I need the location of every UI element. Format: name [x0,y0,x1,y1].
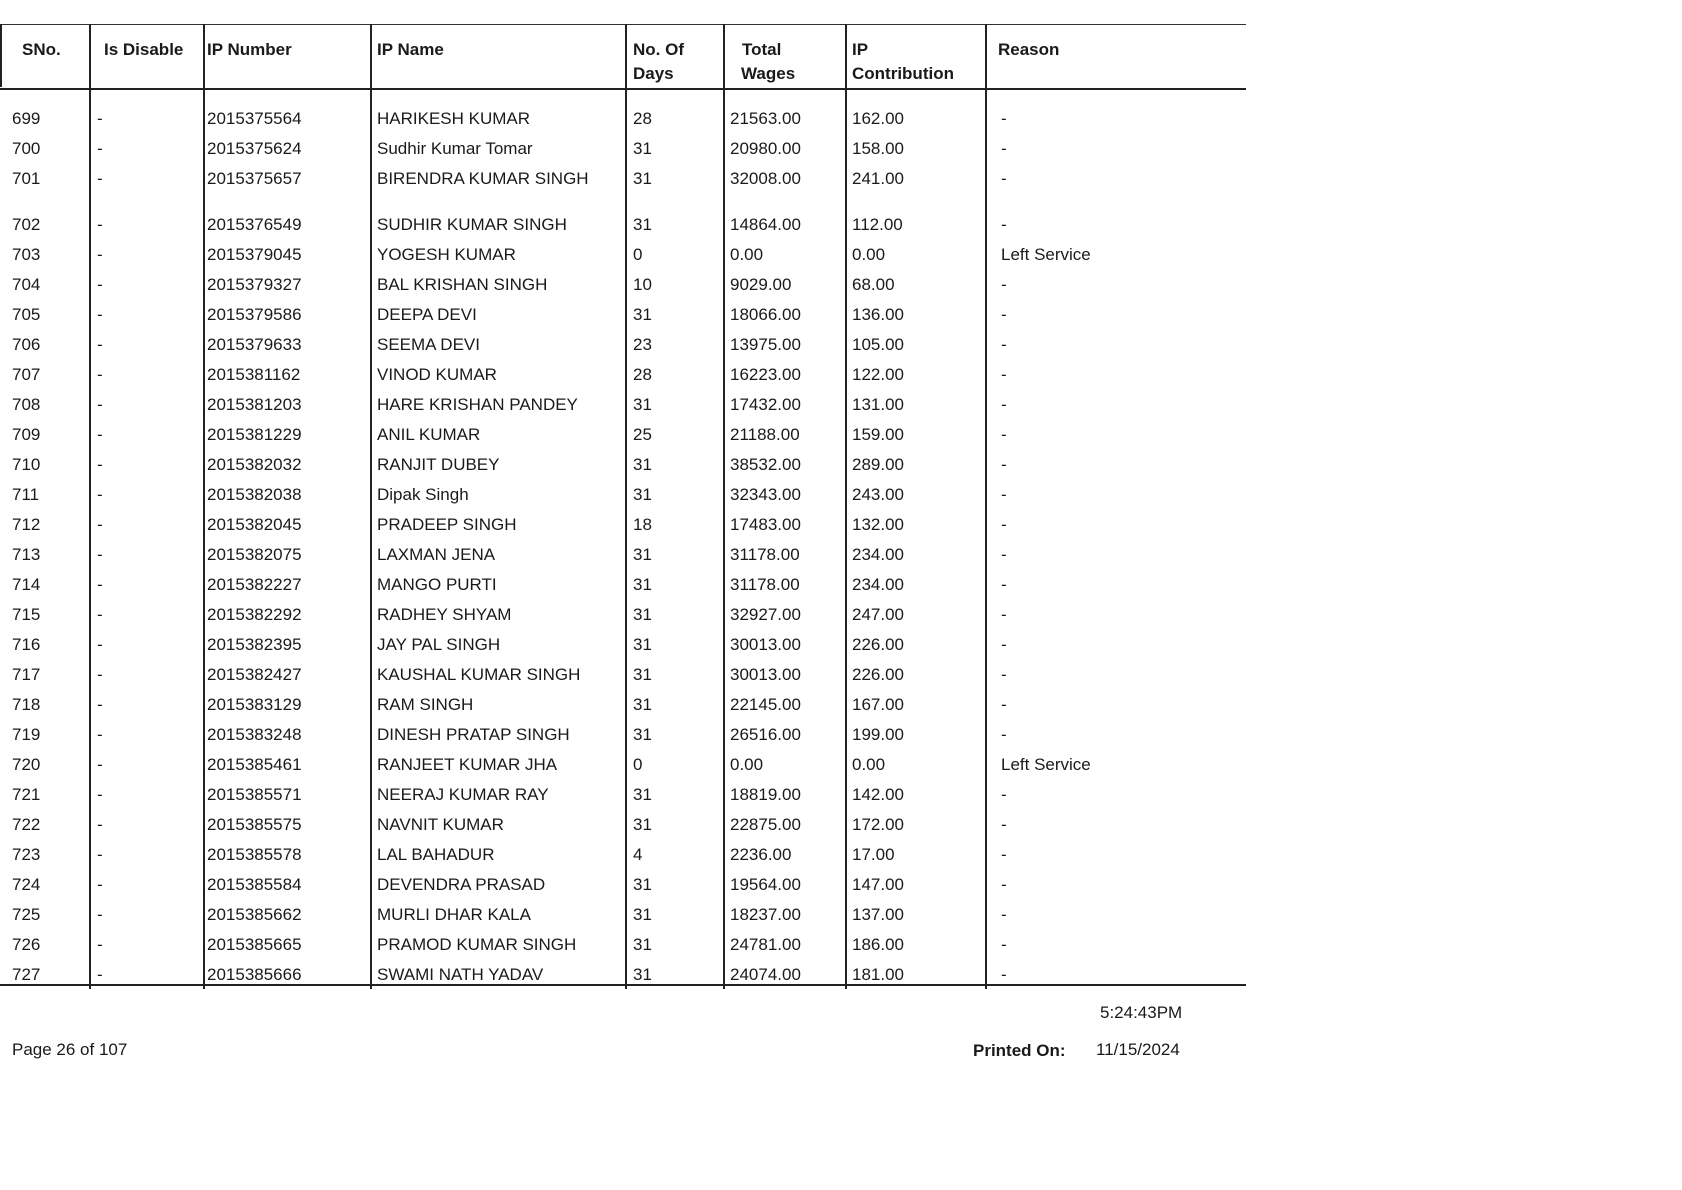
cell-total-wages: 31178.00 [730,545,800,564]
cell-reason: - [1001,395,1007,414]
table-row [0,814,1246,844]
cell-days: 31 [633,215,652,234]
cell-days: 31 [633,575,652,594]
cell-total-wages: 22875.00 [730,815,801,834]
cell-ip-number: 2015382045 [207,515,302,534]
table-row [0,904,1246,934]
cell-is-disable: - [97,845,103,864]
cell-ip-number: 2015379327 [207,275,302,294]
cell-total-wages: 30013.00 [730,665,801,684]
cell-ip-number: 2015385665 [207,935,302,954]
cell-total-wages: 22145.00 [730,695,801,714]
header-sno: SNo. [22,40,61,59]
cell-contribution: 289.00 [852,455,904,474]
cell-total-wages: 32927.00 [730,605,801,624]
header-ip-name: IP Name [377,40,444,59]
table-row [0,754,1246,784]
cell-is-disable: - [97,785,103,804]
header-is-disable: Is Disable [104,40,184,59]
cell-reason: - [1001,215,1007,234]
cell-total-wages: 14864.00 [730,215,801,234]
cell-sno: 712 [12,515,41,534]
cell-sno: 704 [12,275,41,294]
table-row [0,544,1246,574]
cell-reason: - [1001,845,1007,864]
table-row [0,484,1246,514]
cell-reason: - [1001,365,1007,384]
cell-ip-name: HARIKESH KUMAR [377,109,531,128]
cell-is-disable: - [97,515,103,534]
printed-on-date: 11/15/2024 [1096,1040,1180,1059]
print-time: 5:24:43PM [1100,1003,1183,1022]
cell-reason: - [1001,335,1007,354]
cell-days: 28 [633,365,652,384]
cell-is-disable: - [97,755,103,774]
cell-is-disable: - [97,815,103,834]
cell-reason: - [1001,485,1007,504]
cell-total-wages: 17483.00 [730,515,801,534]
cell-ip-number: 2015383129 [207,695,302,714]
cell-ip-name: RANJEET KUMAR JHA [377,755,558,774]
header-reason: Reason [998,40,1060,59]
cell-sno: 721 [12,785,41,804]
cell-ip-name: HARE KRISHAN PANDEY [377,395,578,414]
cell-contribution: 147.00 [852,875,904,894]
cell-ip-name: SUDHIR KUMAR SINGH [377,215,567,234]
table-row [0,214,1246,244]
cell-contribution: 0.00 [852,245,886,264]
cell-ip-name: KAUSHAL KUMAR SINGH [377,665,581,684]
cell-ip-name: LAL BAHADUR [377,845,495,864]
cell-reason: Left Service [1001,755,1091,774]
header-wages-line1: Total [742,40,782,59]
cell-ip-number: 2015385571 [207,785,302,804]
cell-reason: - [1001,965,1007,984]
cell-days: 0 [633,755,643,774]
cell-is-disable: - [97,425,103,444]
table-row [0,574,1246,604]
printed-on-label: Printed On: [973,1041,1066,1060]
cell-contribution: 136.00 [852,305,904,324]
cell-days: 31 [633,635,652,654]
cell-total-wages: 16223.00 [730,365,801,384]
cell-days: 31 [633,545,652,564]
header-contribution [852,38,954,86]
cell-reason: - [1001,305,1007,324]
table-row [0,784,1246,814]
cell-reason: - [1001,169,1007,188]
cell-total-wages: 19564.00 [730,875,801,894]
cell-ip-number: 2015382032 [207,455,302,474]
cell-total-wages: 31178.00 [730,575,800,594]
page-number: Page 26 of 107 [12,1040,128,1059]
cell-is-disable: - [97,935,103,954]
cell-sno: 700 [12,139,41,158]
cell-days: 31 [633,605,652,624]
cell-days: 0 [633,245,643,264]
cell-ip-number: 2015376549 [207,215,302,234]
cell-contribution: 162.00 [852,109,904,128]
cell-days: 31 [633,965,652,984]
cell-ip-number: 2015382075 [207,545,302,564]
cell-total-wages: 26516.00 [730,725,801,744]
cell-ip-name: VINOD KUMAR [377,365,497,384]
cell-total-wages: 32008.00 [730,169,801,188]
cell-contribution: 137.00 [852,905,904,924]
table-row [0,934,1246,964]
cell-contribution: 131.00 [852,395,904,414]
cell-reason: - [1001,139,1007,158]
cell-ip-number: 2015375624 [207,139,302,158]
cell-contribution: 158.00 [852,139,904,158]
cell-ip-name: DINESH PRATAP SINGH [377,725,570,744]
cell-total-wages: 21188.00 [730,425,800,444]
cell-reason: - [1001,695,1007,714]
cell-days: 31 [633,665,652,684]
table-row [0,394,1246,424]
cell-ip-name: Dipak Singh [377,485,469,504]
cell-total-wages: 17432.00 [730,395,801,414]
cell-days: 31 [633,305,652,324]
cell-is-disable: - [97,169,103,188]
cell-total-wages: 20980.00 [730,139,801,158]
cell-ip-name: ANIL KUMAR [377,425,481,444]
header-days-line1: No. Of [633,40,684,59]
cell-days: 31 [633,695,652,714]
cell-sno: 715 [12,605,41,624]
cell-is-disable: - [97,109,103,128]
cell-ip-number: 2015385662 [207,905,302,924]
table-row [0,604,1246,634]
cell-sno: 726 [12,935,41,954]
cell-reason: - [1001,605,1007,624]
cell-is-disable: - [97,215,103,234]
cell-reason: - [1001,875,1007,894]
cell-ip-number: 2015385666 [207,965,302,984]
cell-reason: - [1001,515,1007,534]
cell-reason: - [1001,635,1007,654]
cell-sno: 719 [12,725,41,744]
cell-ip-number: 2015382427 [207,665,302,684]
table-bottom-border [0,984,1246,986]
cell-days: 31 [633,935,652,954]
cell-total-wages: 13975.00 [730,335,801,354]
cell-sno: 718 [12,695,41,714]
header-days-line2: Days [633,64,674,83]
cell-contribution: 142.00 [852,785,904,804]
cell-days: 31 [633,815,652,834]
cell-is-disable: - [97,275,103,294]
cell-ip-number: 2015382395 [207,635,302,654]
cell-sno: 713 [12,545,41,564]
cell-contribution: 186.00 [852,935,904,954]
cell-reason: - [1001,785,1007,804]
cell-reason: - [1001,725,1007,744]
cell-sno: 722 [12,815,41,834]
cell-is-disable: - [97,139,103,158]
cell-ip-name: BAL KRISHAN SINGH [377,275,548,294]
cell-days: 10 [633,275,652,294]
cell-days: 31 [633,875,652,894]
cell-sno: 720 [12,755,41,774]
cell-ip-number: 2015382292 [207,605,302,624]
cell-is-disable: - [97,695,103,714]
cell-contribution: 105.00 [852,335,904,354]
cell-total-wages: 9029.00 [730,275,792,294]
cell-total-wages: 21563.00 [730,109,801,128]
cell-total-wages: 24074.00 [730,965,801,984]
cell-contribution: 122.00 [852,365,904,384]
cell-days: 31 [633,785,652,804]
cell-total-wages: 32343.00 [730,485,801,504]
cell-ip-name: PRADEEP SINGH [377,515,517,534]
cell-days: 28 [633,109,652,128]
cell-sno: 723 [12,845,41,864]
cell-contribution: 167.00 [852,695,904,714]
cell-reason: - [1001,935,1007,954]
cell-days: 31 [633,395,652,414]
cell-ip-number: 2015381162 [207,365,301,384]
cell-contribution: 181.00 [852,965,904,984]
cell-reason: - [1001,575,1007,594]
cell-ip-name: RAM SINGH [377,695,474,714]
table-row [0,364,1246,394]
cell-ip-number: 2015381229 [207,425,302,444]
cell-reason: - [1001,275,1007,294]
cell-ip-name: DEEPA DEVI [377,305,477,324]
cell-contribution: 234.00 [852,575,904,594]
cell-total-wages: 0.00 [730,245,764,264]
cell-is-disable: - [97,725,103,744]
cell-ip-name: BIRENDRA KUMAR SINGH [377,169,589,188]
column-divider [0,24,2,87]
cell-contribution: 68.00 [852,275,895,294]
cell-ip-name: YOGESH KUMAR [377,245,516,264]
table-row [0,514,1246,544]
cell-sno: 705 [12,305,41,324]
table-row [0,244,1246,274]
cell-days: 4 [633,845,643,864]
cell-sno: 699 [12,109,41,128]
table-row [0,634,1246,664]
cell-ip-name: LAXMAN JENA [377,545,496,564]
cell-reason: - [1001,425,1007,444]
table-row [0,168,1246,198]
cell-days: 31 [633,905,652,924]
cell-days: 31 [633,169,652,188]
cell-contribution: 172.00 [852,815,904,834]
cell-days: 31 [633,485,652,504]
cell-sno: 725 [12,905,41,924]
cell-reason: Left Service [1001,245,1091,264]
cell-sno: 716 [12,635,41,654]
cell-total-wages: 30013.00 [730,635,801,654]
cell-sno: 714 [12,575,41,594]
cell-reason: - [1001,905,1007,924]
cell-is-disable: - [97,335,103,354]
cell-is-disable: - [97,245,103,264]
cell-sno: 708 [12,395,41,414]
cell-ip-name: SWAMI NATH YADAV [377,965,544,984]
cell-ip-number: 2015375657 [207,169,302,188]
cell-ip-number: 2015379586 [207,305,302,324]
cell-total-wages: 2236.00 [730,845,792,864]
cell-is-disable: - [97,455,103,474]
cell-is-disable: - [97,395,103,414]
cell-sno: 717 [12,665,41,684]
cell-contribution: 112.00 [852,215,903,234]
cell-total-wages: 18237.00 [730,905,801,924]
cell-is-disable: - [97,575,103,594]
cell-ip-name: JAY PAL SINGH [377,635,501,654]
cell-ip-name: MURLI DHAR KALA [377,905,531,924]
cell-ip-name: MANGO PURTI [377,575,497,594]
table-row [0,964,1246,994]
cell-days: 18 [633,515,652,534]
cell-is-disable: - [97,485,103,504]
cell-total-wages: 24781.00 [730,935,801,954]
cell-ip-number: 2015375564 [207,109,302,128]
cell-sno: 724 [12,875,41,894]
cell-ip-number: 2015385584 [207,875,302,894]
cell-ip-number: 2015382038 [207,485,302,504]
table-row [0,108,1246,138]
table-row [0,874,1246,904]
cell-is-disable: - [97,665,103,684]
cell-is-disable: - [97,875,103,894]
cell-ip-name: NAVNIT KUMAR [377,815,504,834]
header-days [633,38,684,86]
cell-reason: - [1001,545,1007,564]
cell-is-disable: - [97,605,103,624]
table-row [0,694,1246,724]
cell-total-wages: 38532.00 [730,455,801,474]
table-row [0,334,1246,364]
cell-total-wages: 18066.00 [730,305,801,324]
cell-ip-name: SEEMA DEVI [377,335,480,354]
cell-sno: 710 [12,455,41,474]
cell-reason: - [1001,815,1007,834]
cell-sno: 709 [12,425,41,444]
table-row [0,664,1246,694]
table-row [0,424,1246,454]
cell-is-disable: - [97,305,103,324]
cell-days: 31 [633,455,652,474]
header-wages [742,38,795,86]
cell-ip-name: PRAMOD KUMAR SINGH [377,935,577,954]
table-row [0,724,1246,754]
cell-total-wages: 18819.00 [730,785,801,804]
cell-ip-name: RANJIT DUBEY [377,455,500,474]
cell-is-disable: - [97,545,103,564]
cell-days: 31 [633,725,652,744]
cell-contribution: 0.00 [852,755,886,774]
cell-contribution: 226.00 [852,665,904,684]
cell-is-disable: - [97,365,103,384]
cell-reason: - [1001,665,1007,684]
header-ip-number: IP Number [207,40,292,59]
cell-contribution: 247.00 [852,605,904,624]
cell-reason: - [1001,455,1007,474]
cell-ip-name: DEVENDRA PRASAD [377,875,546,894]
cell-contribution: 241.00 [852,169,904,188]
cell-contribution: 243.00 [852,485,904,504]
table-row [0,454,1246,484]
cell-is-disable: - [97,965,103,984]
table-row [0,274,1246,304]
table-row [0,138,1246,168]
header-wages-line2: Wages [741,64,796,83]
cell-sno: 711 [12,485,40,504]
cell-ip-number: 2015385461 [207,755,302,774]
table-row [0,844,1246,874]
cell-ip-number: 2015379633 [207,335,302,354]
cell-is-disable: - [97,905,103,924]
header-contrib-line1: IP [852,40,869,59]
cell-ip-number: 2015379045 [207,245,302,264]
cell-sno: 701 [12,169,41,188]
cell-total-wages: 0.00 [730,755,764,774]
cell-ip-name: RADHEY SHYAM [377,605,512,624]
cell-contribution: 159.00 [852,425,904,444]
table-row [0,304,1246,334]
cell-days: 31 [633,139,652,158]
cell-contribution: 132.00 [852,515,904,534]
cell-days: 25 [633,425,652,444]
cell-ip-number: 2015382227 [207,575,302,594]
cell-sno: 702 [12,215,41,234]
cell-is-disable: - [97,635,103,654]
cell-ip-name: Sudhir Kumar Tomar [377,139,533,158]
cell-ip-number: 2015385578 [207,845,302,864]
cell-sno: 703 [12,245,41,264]
cell-reason: - [1001,109,1007,128]
cell-contribution: 17.00 [852,845,895,864]
cell-ip-number: 2015383248 [207,725,302,744]
cell-sno: 727 [12,965,41,984]
cell-ip-number: 2015381203 [207,395,302,414]
cell-contribution: 226.00 [852,635,904,654]
cell-sno: 706 [12,335,41,354]
cell-ip-name: NEERAJ KUMAR RAY [377,785,549,804]
cell-sno: 707 [12,365,41,384]
cell-contribution: 199.00 [852,725,904,744]
cell-ip-number: 2015385575 [207,815,302,834]
cell-contribution: 234.00 [852,545,904,564]
header-contrib-line2: Contribution [852,64,954,83]
cell-days: 23 [633,335,652,354]
